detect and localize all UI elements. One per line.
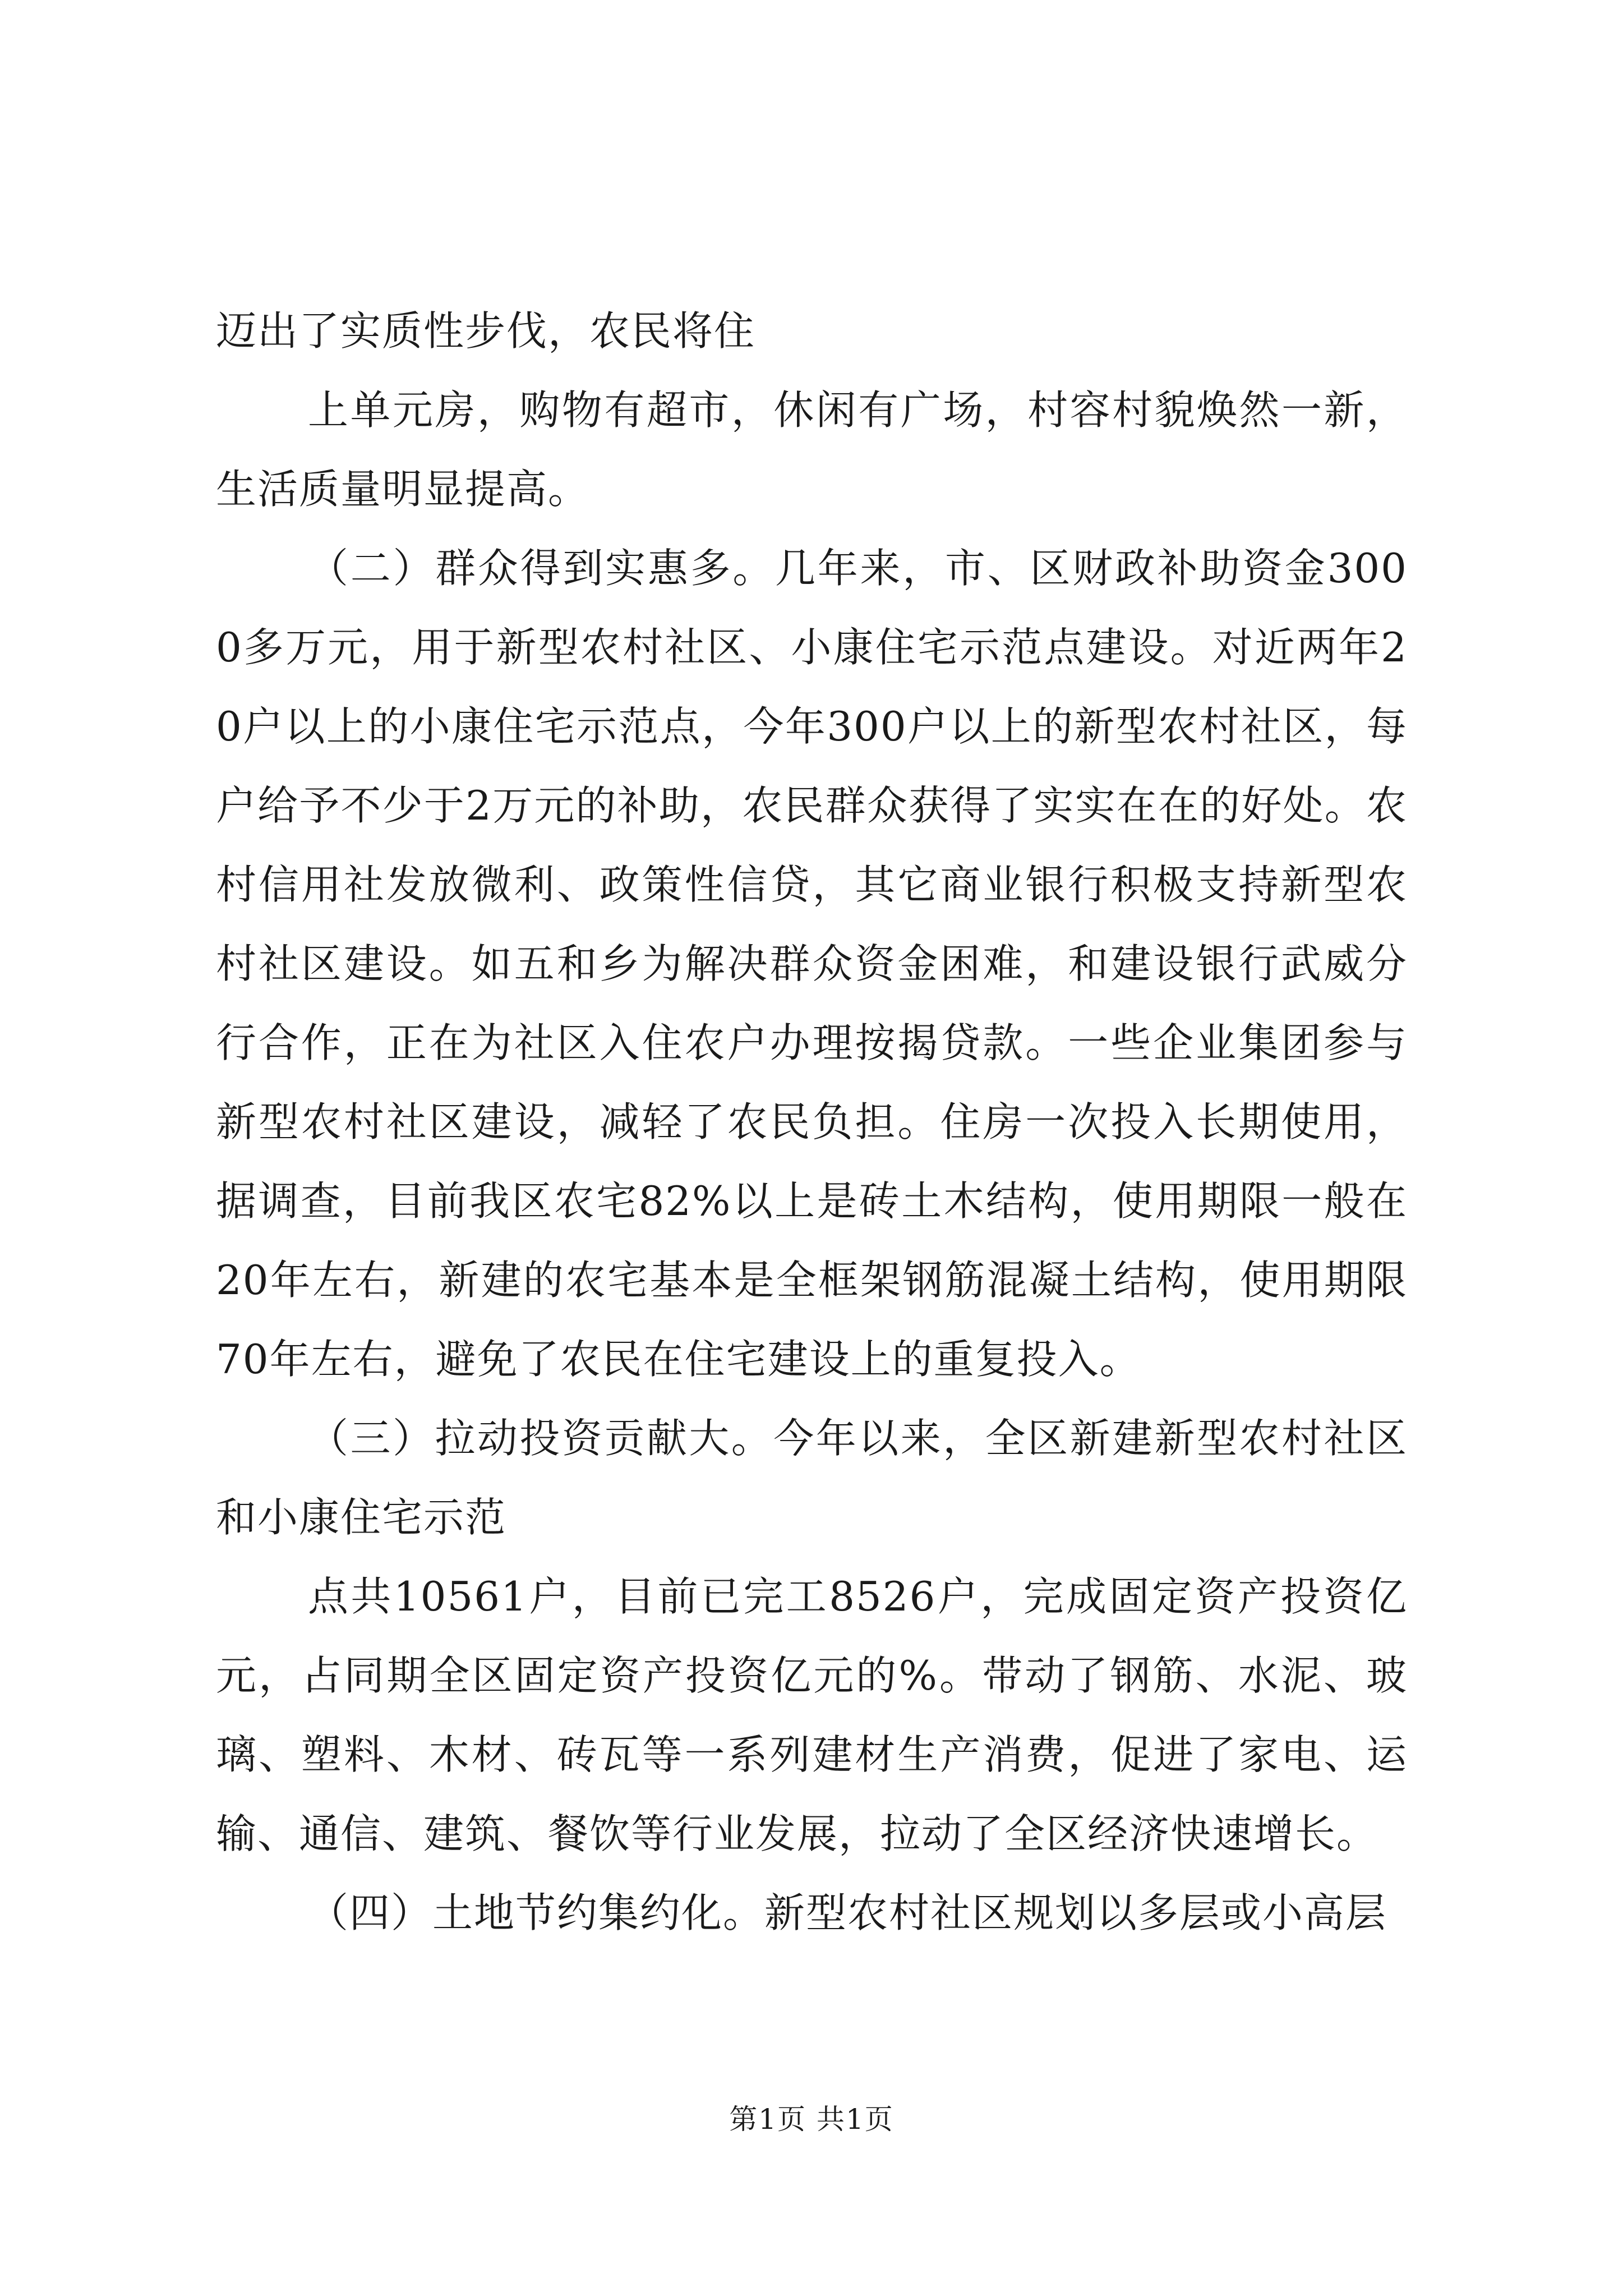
paragraph-3: （二）群众得到实惠多。几年来，市、区财政补助资金3000多万元，用于新型农村社区、小康住宅示范点建设。对近两年20户以上的小康住宅示范点，今年300户以上的新型农村社区，每户给予不少于2万元的补助，农民群众获得了实实在在的好处。农村信用社发放微利、政策性信贷，其它商业银行积极支持新型农村社区建设。如五和乡为解决群众资金困难，和建设银行武威分行合作，正在为社区入住农户办理按揭贷款。一些企业集团参与新型农村社区建设，减轻了农民负担。住房一次投入长期使用，据调查，目前我区农宅82%以上是砖土木结构，使用期限一般在20年左右，新建的农宅基本是全框架钢筋混凝土结构，使用期限70年左右，避免了农民在住宅建设上的重复投入。 [216, 545, 1408, 1383]
paragraph-2: 上单元房，购物有超市，休闲有广场，村容村貌焕然一新，生活质量明显提高。 [216, 386, 1408, 513]
paragraph-1: 迈出了实质性步伐，农民将住 [216, 307, 756, 355]
document-body [216, 292, 1408, 1953]
paragraph-6: （四）土地节约集约化。新型农村社区规划以多层或小高层 [308, 1889, 1387, 1936]
paragraph-5: 点共10561户，目前已完工8526户，完成固定资产投资亿元，占同期全区固定资产投资亿元的%。带动了钢筋、水泥、玻璃、塑料、木材、砖瓦等一系列建材生产消费，促进了家电、运输、通信、建筑、餐饮等行业发展，拉动了全区经济快速增长。 [216, 1573, 1408, 1857]
paragraph-4: （三）拉动投资贡献大。今年以来，全区新建新型农村社区和小康住宅示范 [216, 1415, 1408, 1541]
page-footer: 第1页 共1页 [729, 2103, 894, 2136]
